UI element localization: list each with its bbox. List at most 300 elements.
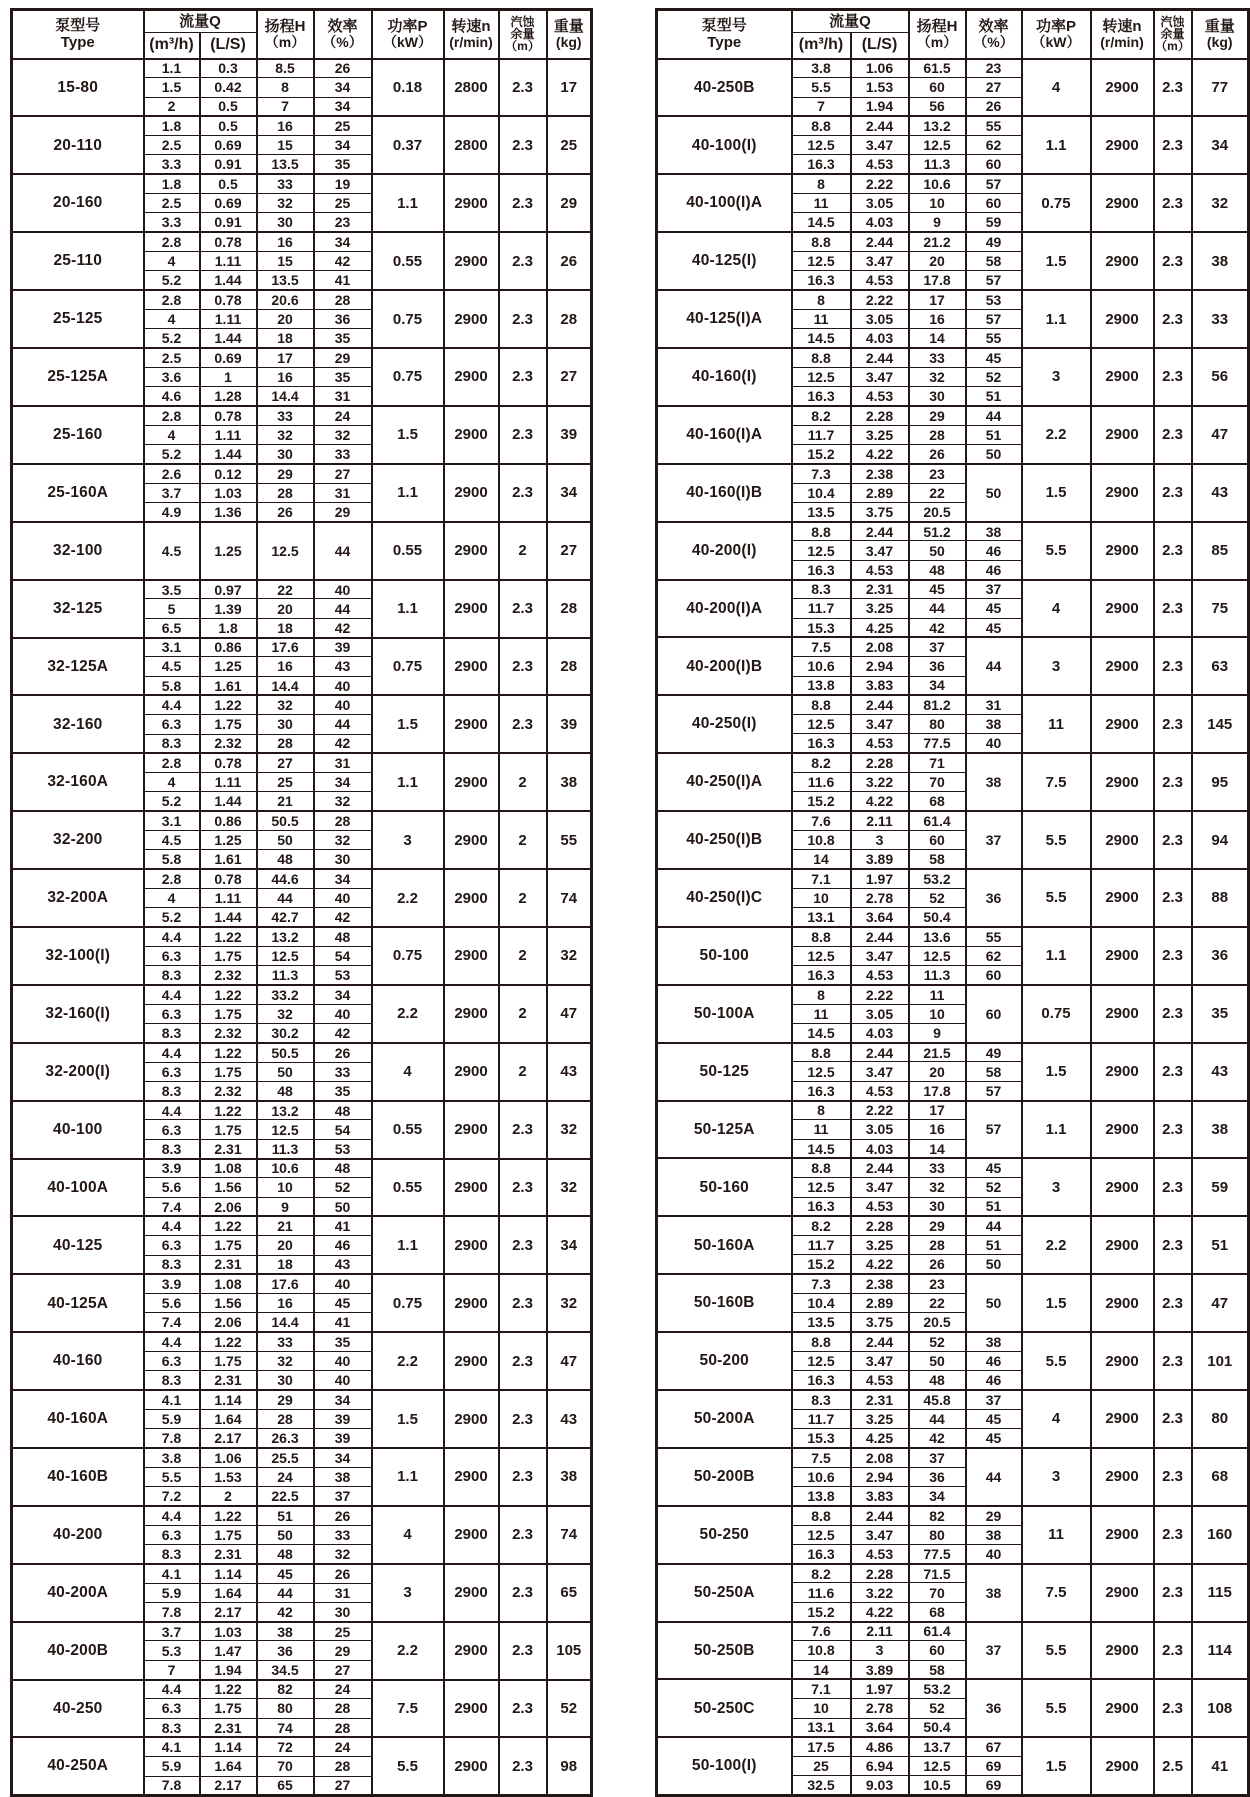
efficiency-cell: 57 — [966, 309, 1022, 328]
flow-m3h-cell: 12.5 — [792, 541, 851, 560]
head-cell: 65 — [257, 1776, 314, 1795]
flow-m3h-cell: 13.8 — [792, 676, 851, 695]
speed-cell: 2900 — [1091, 290, 1154, 348]
flow-ls-cell: 2.38 — [851, 464, 909, 483]
flow-ls-cell: 3.47 — [851, 1351, 909, 1370]
flow-ls-cell: 2.44 — [851, 522, 909, 541]
flow-m3h-cell: 15.2 — [792, 792, 851, 811]
flow-m3h-cell: 5.2 — [144, 908, 200, 927]
pump-type-cell: 25-110 — [12, 232, 144, 290]
npsh-cell: 2.3 — [1154, 1043, 1192, 1101]
weight-cell: 43 — [1192, 1043, 1249, 1101]
efficiency-cell: 46 — [966, 1371, 1022, 1390]
spec-row — [12, 638, 592, 657]
flow-ls-cell: 1.56 — [200, 1294, 257, 1313]
npsh-cell: 2.3 — [1154, 1332, 1192, 1390]
flow-m3h-cell: 8 — [792, 1101, 851, 1120]
speed-cell: 2900 — [444, 1390, 499, 1448]
npsh-cell: 2 — [499, 522, 547, 580]
head-cell: 60 — [909, 1641, 966, 1660]
col-header-flow — [792, 10, 909, 33]
pump-type-cell: 40-250 — [12, 1680, 144, 1738]
npsh-cell: 2.3 — [1154, 290, 1192, 348]
spec-row — [657, 522, 1249, 541]
flow-m3h-cell: 8.3 — [144, 1255, 200, 1274]
efficiency-cell: 29 — [314, 1641, 372, 1660]
flow-ls-cell: 1.39 — [200, 599, 257, 618]
flow-m3h-cell: 4.4 — [144, 985, 200, 1004]
pump-type-cell: 40-160B — [12, 1448, 144, 1506]
speed-cell: 2900 — [1091, 464, 1154, 522]
head-cell: 42 — [257, 1602, 314, 1621]
flow-m3h-cell: 8.3 — [792, 1390, 851, 1409]
flow-ls-cell: 2.44 — [851, 1043, 909, 1062]
pump-type-cell: 40-250(I)B — [657, 811, 792, 869]
flow-ls-cell: 2.22 — [851, 985, 909, 1004]
efficiency-cell: 28 — [314, 1757, 372, 1776]
npsh-cell: 2.3 — [499, 1506, 547, 1564]
pump-type-cell: 25-125 — [12, 290, 144, 348]
npsh-cell: 2.3 — [1154, 1622, 1192, 1680]
speed-cell: 2900 — [1091, 927, 1154, 985]
head-cell: 33.2 — [257, 985, 314, 1004]
spec-row — [657, 1043, 1249, 1062]
flow-m3h-cell: 12.5 — [792, 367, 851, 386]
power-cell: 1.5 — [1022, 464, 1091, 522]
flow-ls-cell: 2.44 — [851, 1506, 909, 1525]
head-cell: 60 — [909, 830, 966, 849]
col-header-npsh-unit: （m） — [505, 39, 540, 54]
flow-ls-cell: 1.08 — [200, 1274, 257, 1293]
flow-m3h-cell: 5.8 — [144, 676, 200, 695]
efficiency-cell: 28 — [314, 1699, 372, 1718]
flow-m3h-cell: 7 — [144, 1660, 200, 1679]
weight-cell: 63 — [1192, 637, 1249, 695]
head-cell: 71 — [909, 753, 966, 772]
efficiency-cell: 36 — [966, 1679, 1022, 1737]
flow-m3h-cell: 6.3 — [144, 946, 200, 965]
flow-ls-cell: 3.64 — [851, 908, 909, 927]
power-cell: 3 — [1022, 637, 1091, 695]
spec-row — [657, 1332, 1249, 1351]
head-cell: 20 — [257, 309, 314, 328]
npsh-cell: 2 — [499, 869, 547, 927]
flow-ls-cell: 2.17 — [200, 1602, 257, 1621]
flow-m3h-cell: 2.8 — [144, 406, 200, 425]
efficiency-cell: 29 — [314, 348, 372, 367]
flow-m3h-cell: 15.2 — [792, 444, 851, 463]
efficiency-cell: 32 — [314, 830, 372, 849]
pump-type-cell: 50-200B — [657, 1448, 792, 1506]
flow-ls-cell: 2.94 — [851, 1467, 909, 1486]
head-cell: 45.8 — [909, 1390, 966, 1409]
efficiency-cell: 51 — [966, 425, 1022, 444]
col-header-speed — [1091, 10, 1154, 59]
col-header-power-zh: 功率P — [1035, 17, 1076, 35]
efficiency-cell: 27 — [314, 1660, 372, 1679]
power-cell: 1.1 — [372, 1448, 444, 1506]
head-cell: 72 — [257, 1737, 314, 1756]
flow-m3h-cell: 16.3 — [792, 1544, 851, 1563]
flow-ls-cell: 3 — [851, 830, 909, 849]
flow-ls-cell: 2.31 — [200, 1544, 257, 1563]
efficiency-cell: 41 — [314, 271, 372, 290]
power-cell: 11 — [1022, 1506, 1091, 1564]
efficiency-cell: 35 — [314, 1081, 372, 1100]
pump-type-cell: 32-200A — [12, 869, 144, 927]
col-header-head-zh: 扬程H — [264, 17, 306, 35]
pump-type-cell: 20-160 — [12, 174, 144, 232]
head-cell: 48 — [257, 1544, 314, 1563]
spec-row — [657, 1737, 1249, 1756]
col-header-speed-unit: (r/min) — [1100, 34, 1144, 51]
power-cell: 0.55 — [372, 232, 444, 290]
flow-m3h-cell: 14.5 — [792, 329, 851, 348]
power-cell: 3 — [1022, 1448, 1091, 1506]
power-cell: 0.75 — [372, 1274, 444, 1332]
flow-ls-cell: 2.31 — [851, 580, 909, 599]
spec-row — [657, 464, 1249, 483]
speed-cell: 2900 — [444, 927, 499, 985]
head-cell: 37 — [909, 1448, 966, 1467]
flow-ls-cell: 2.22 — [851, 1101, 909, 1120]
head-cell: 77.5 — [909, 1544, 966, 1563]
flow-ls-cell: 0.69 — [200, 348, 257, 367]
flow-m3h-cell: 10.6 — [792, 657, 851, 676]
flow-m3h-cell: 11.6 — [792, 772, 851, 791]
head-cell: 80 — [909, 1525, 966, 1544]
flow-m3h-cell: 15.2 — [792, 1255, 851, 1274]
flow-ls-cell: 1.22 — [200, 927, 257, 946]
efficiency-cell: 28 — [314, 811, 372, 830]
head-cell: 33 — [909, 348, 966, 367]
npsh-cell: 2.3 — [1154, 174, 1192, 232]
speed-cell: 2900 — [444, 232, 499, 290]
efficiency-cell: 45 — [966, 1409, 1022, 1428]
npsh-cell: 2.3 — [1154, 116, 1192, 174]
flow-m3h-cell: 11 — [792, 194, 851, 213]
efficiency-cell: 29 — [314, 502, 372, 521]
head-cell: 21 — [257, 1216, 314, 1235]
head-cell: 58 — [909, 1660, 966, 1679]
flow-ls-cell: 4.53 — [851, 1197, 909, 1216]
col-header-flow-ls: (L/S) — [851, 33, 909, 59]
head-cell: 36 — [909, 1467, 966, 1486]
speed-cell: 2900 — [1091, 406, 1154, 464]
flow-ls-cell: 1.97 — [851, 1679, 909, 1698]
flow-m3h-cell: 16.3 — [792, 560, 851, 579]
efficiency-cell: 34 — [314, 97, 372, 116]
pump-type-cell: 40-200(I)B — [657, 637, 792, 695]
pump-type-cell: 40-200B — [12, 1622, 144, 1680]
flow-ls-cell: 4.03 — [851, 213, 909, 232]
flow-m3h-cell: 12.5 — [792, 1062, 851, 1081]
flow-m3h-cell: 11 — [792, 1004, 851, 1023]
npsh-cell: 2.3 — [1154, 1506, 1192, 1564]
head-cell: 14 — [909, 1139, 966, 1158]
spec-row — [12, 522, 592, 580]
head-cell: 24 — [257, 1467, 314, 1486]
power-cell: 5.5 — [1022, 869, 1091, 927]
head-cell: 50.4 — [909, 908, 966, 927]
flow-m3h-cell: 2 — [144, 97, 200, 116]
flow-m3h-cell: 8.3 — [144, 966, 200, 985]
npsh-cell: 2.3 — [1154, 1679, 1192, 1737]
pump-type-cell: 32-100 — [12, 522, 144, 580]
flow-m3h-cell: 10.6 — [792, 1467, 851, 1486]
weight-cell: 38 — [1192, 232, 1249, 290]
weight-cell: 98 — [547, 1737, 592, 1795]
flow-m3h-cell: 4.4 — [144, 1506, 200, 1525]
efficiency-cell: 37 — [966, 580, 1022, 599]
head-cell: 11.3 — [257, 1139, 314, 1158]
head-cell: 74 — [257, 1718, 314, 1737]
efficiency-cell: 41 — [314, 1216, 372, 1235]
col-header-power-unit: （kW） — [383, 34, 432, 51]
spec-row — [12, 1274, 592, 1293]
power-cell: 1.1 — [1022, 1101, 1091, 1159]
speed-cell: 2900 — [444, 406, 499, 464]
efficiency-cell: 51 — [966, 1197, 1022, 1216]
flow-ls-cell: 2.44 — [851, 1332, 909, 1351]
pump-type-cell: 40-250(I)C — [657, 869, 792, 927]
flow-ls-cell: 1.44 — [200, 271, 257, 290]
flow-m3h-cell: 2.8 — [144, 753, 200, 772]
head-cell: 17.6 — [257, 1274, 314, 1293]
head-cell: 33 — [909, 1158, 966, 1177]
flow-m3h-cell: 4.4 — [144, 1216, 200, 1235]
head-cell: 68 — [909, 792, 966, 811]
head-cell: 12.5 — [257, 522, 314, 580]
flow-m3h-cell: 11.6 — [792, 1583, 851, 1602]
col-header-type-en: Type — [60, 34, 95, 52]
weight-cell: 27 — [547, 348, 592, 406]
efficiency-cell: 40 — [966, 1544, 1022, 1563]
efficiency-cell: 26 — [314, 59, 372, 78]
head-cell: 13.2 — [909, 116, 966, 135]
flow-m3h-cell: 5.9 — [144, 1583, 200, 1602]
flow-ls-cell: 1.8 — [200, 618, 257, 637]
flow-ls-cell: 1.53 — [200, 1467, 257, 1486]
pump-type-cell: 50-200 — [657, 1332, 792, 1390]
spec-row — [12, 753, 592, 772]
efficiency-cell: 48 — [314, 927, 372, 946]
npsh-cell: 2.3 — [1154, 580, 1192, 638]
head-cell: 14 — [909, 329, 966, 348]
head-cell: 53.2 — [909, 1679, 966, 1698]
flow-m3h-cell: 25 — [792, 1757, 851, 1776]
flow-m3h-cell: 15.2 — [792, 1602, 851, 1621]
speed-cell: 2900 — [1091, 1390, 1154, 1448]
col-header-power-unit: （kW） — [1031, 34, 1081, 51]
flow-m3h-cell: 6.3 — [144, 1699, 200, 1718]
spec-row — [12, 927, 592, 946]
flow-ls-cell: 3.05 — [851, 1004, 909, 1023]
flow-ls-cell: 1 — [200, 367, 257, 386]
flow-m3h-cell: 4 — [144, 888, 200, 907]
weight-cell: 47 — [1192, 406, 1249, 464]
speed-cell: 2900 — [1091, 59, 1154, 117]
col-header-weight-zh: 重量 — [1204, 17, 1235, 35]
flow-ls-cell: 0.86 — [200, 638, 257, 657]
npsh-cell: 2.3 — [1154, 811, 1192, 869]
flow-m3h-cell: 8.3 — [144, 1023, 200, 1042]
flow-ls-cell: 2.44 — [851, 695, 909, 714]
spec-row — [12, 1680, 592, 1699]
pump-type-cell: 50-160 — [657, 1158, 792, 1216]
pump-type-cell: 32-160(I) — [12, 985, 144, 1043]
power-cell: 2.2 — [372, 869, 444, 927]
flow-m3h-cell: 8.8 — [792, 522, 851, 541]
flow-ls-cell: 2.22 — [851, 174, 909, 193]
weight-cell: 41 — [1192, 1737, 1249, 1795]
pump-type-cell: 50-100(I) — [657, 1737, 792, 1795]
spec-row — [657, 580, 1249, 599]
head-cell: 16 — [257, 116, 314, 135]
weight-cell: 17 — [547, 59, 592, 117]
head-cell: 9 — [257, 1197, 314, 1216]
flow-m3h-cell: 3.5 — [144, 580, 200, 599]
flow-m3h-cell: 7.1 — [792, 869, 851, 888]
efficiency-cell: 34 — [314, 136, 372, 155]
head-cell: 61.5 — [909, 59, 966, 78]
col-header-weight — [547, 10, 592, 59]
flow-ls-cell: 4.03 — [851, 1139, 909, 1158]
col-header-efficiency — [966, 10, 1022, 59]
npsh-cell: 2.5 — [1154, 1737, 1192, 1795]
spec-row — [657, 927, 1249, 946]
efficiency-cell: 25 — [314, 194, 372, 213]
flow-m3h-cell: 8.8 — [792, 1506, 851, 1525]
head-cell: 20 — [257, 1236, 314, 1255]
efficiency-cell: 31 — [314, 387, 372, 406]
flow-m3h-cell: 4.6 — [144, 387, 200, 406]
flow-m3h-cell: 8.8 — [792, 1043, 851, 1062]
flow-ls-cell: 2.06 — [200, 1313, 257, 1332]
flow-ls-cell: 3.47 — [851, 715, 909, 734]
flow-ls-cell: 3.22 — [851, 1583, 909, 1602]
flow-ls-cell: 2.32 — [200, 1023, 257, 1042]
speed-cell: 2900 — [444, 1448, 499, 1506]
pump-type-cell: 40-200(I) — [657, 522, 792, 580]
speed-cell: 2900 — [1091, 985, 1154, 1043]
flow-m3h-cell: 2.8 — [144, 290, 200, 309]
flow-m3h-cell: 6.3 — [144, 1352, 200, 1371]
weight-cell: 105 — [547, 1622, 592, 1680]
head-cell: 27 — [257, 753, 314, 772]
flow-m3h-cell: 7.1 — [792, 1679, 851, 1698]
efficiency-cell: 54 — [314, 1120, 372, 1139]
flow-m3h-cell: 7.5 — [792, 1448, 851, 1467]
flow-ls-cell: 1.36 — [200, 502, 257, 521]
head-cell: 33 — [257, 406, 314, 425]
speed-cell: 2900 — [1091, 811, 1154, 869]
spec-row — [657, 1390, 1249, 1409]
head-cell: 30 — [257, 715, 314, 734]
flow-ls-cell: 1.75 — [200, 1062, 257, 1081]
flow-ls-cell: 1.44 — [200, 329, 257, 348]
efficiency-cell: 51 — [966, 387, 1022, 406]
flow-m3h-cell: 12.5 — [792, 946, 851, 965]
flow-ls-cell: 1.94 — [200, 1660, 257, 1679]
power-cell: 0.75 — [372, 927, 444, 985]
flow-ls-cell: 1.75 — [200, 1236, 257, 1255]
power-cell: 5.5 — [1022, 1332, 1091, 1390]
col-header-flow-m3h: (m³/h) — [144, 33, 200, 59]
npsh-cell: 2.3 — [1154, 695, 1192, 753]
pump-type-cell: 15-80 — [12, 59, 144, 117]
npsh-cell: 2.3 — [1154, 869, 1192, 927]
efficiency-cell: 51 — [966, 1236, 1022, 1255]
pump-type-cell: 32-160A — [12, 753, 144, 811]
pump-spec-table-left — [10, 8, 593, 1797]
head-cell: 68 — [909, 1602, 966, 1621]
flow-m3h-cell: 11 — [792, 309, 851, 328]
flow-ls-cell: 1.11 — [200, 888, 257, 907]
flow-ls-cell: 0.78 — [200, 406, 257, 425]
pump-type-cell: 50-100A — [657, 985, 792, 1043]
head-cell: 14.4 — [257, 1313, 314, 1332]
flow-ls-cell: 1.14 — [200, 1737, 257, 1756]
power-cell: 2.2 — [1022, 406, 1091, 464]
head-cell: 29 — [257, 464, 314, 483]
spec-row — [12, 1390, 592, 1409]
flow-ls-cell: 3.83 — [851, 676, 909, 695]
flow-m3h-cell: 5.3 — [144, 1641, 200, 1660]
weight-cell: 32 — [1192, 174, 1249, 232]
power-cell: 5.5 — [1022, 522, 1091, 580]
speed-cell: 2900 — [444, 348, 499, 406]
col-header-weight-unit: (kg) — [555, 34, 582, 51]
flow-m3h-cell: 4.4 — [144, 927, 200, 946]
spec-row — [12, 811, 592, 830]
pump-type-cell: 40-100A — [12, 1159, 144, 1217]
flow-ls-cell: 0.86 — [200, 811, 257, 830]
flow-ls-cell: 1.25 — [200, 830, 257, 849]
power-cell: 3 — [1022, 1158, 1091, 1216]
efficiency-cell: 45 — [314, 1294, 372, 1313]
flow-m3h-cell: 4.5 — [144, 522, 200, 580]
flow-ls-cell: 3 — [851, 1641, 909, 1660]
efficiency-cell: 44 — [966, 637, 1022, 695]
pump-type-cell: 50-100 — [657, 927, 792, 985]
speed-cell: 2900 — [1091, 348, 1154, 406]
efficiency-cell: 38 — [966, 1564, 1022, 1622]
spec-row — [657, 348, 1249, 367]
efficiency-cell: 38 — [966, 522, 1022, 541]
head-cell: 45 — [909, 580, 966, 599]
efficiency-cell: 36 — [966, 869, 1022, 927]
flow-m3h-cell: 7.4 — [144, 1313, 200, 1332]
efficiency-cell: 35 — [314, 155, 372, 174]
flow-m3h-cell: 15.3 — [792, 1429, 851, 1448]
pump-type-cell: 25-125A — [12, 348, 144, 406]
head-cell: 28 — [257, 734, 314, 753]
flow-ls-cell: 2.28 — [851, 1564, 909, 1583]
efficiency-cell: 40 — [314, 695, 372, 714]
flow-ls-cell: 2.32 — [200, 734, 257, 753]
flow-m3h-cell: 8.3 — [144, 1718, 200, 1737]
flow-ls-cell: 0.78 — [200, 290, 257, 309]
head-cell: 12.5 — [257, 1120, 314, 1139]
flow-m3h-cell: 4.9 — [144, 502, 200, 521]
head-cell: 30 — [257, 213, 314, 232]
flow-m3h-cell: 12.5 — [792, 715, 851, 734]
head-cell: 12.5 — [909, 1757, 966, 1776]
npsh-cell: 2.3 — [1154, 1448, 1192, 1506]
power-cell: 2.2 — [372, 1622, 444, 1680]
pump-type-cell: 25-160A — [12, 464, 144, 522]
